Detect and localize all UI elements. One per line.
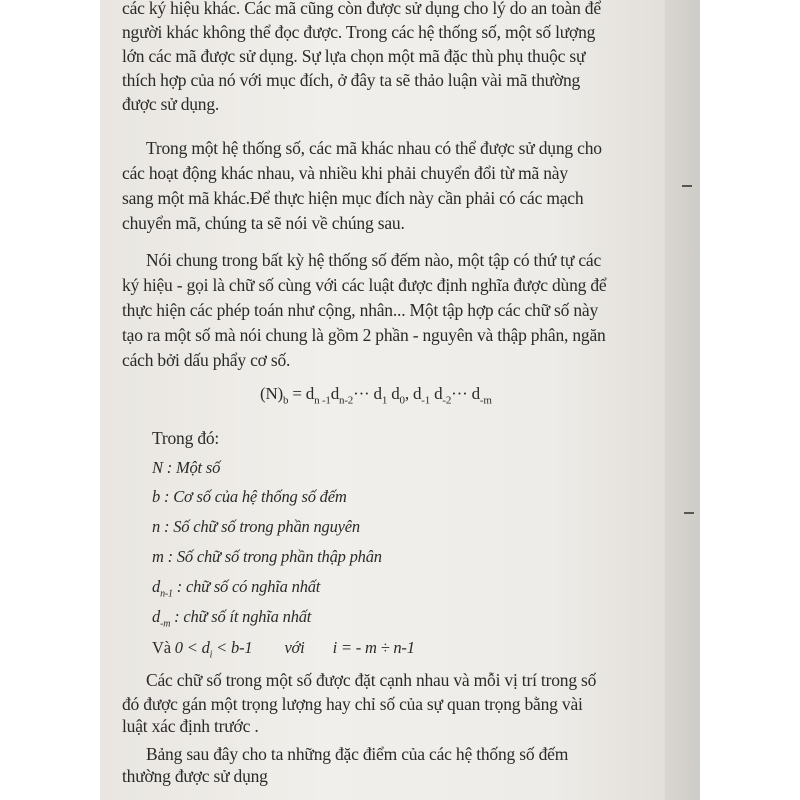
definition-b: b : Cơ số của hệ thống số đếm bbox=[152, 487, 347, 506]
text-line: chuyển mã, chúng ta sẽ nói về chúng sau. bbox=[122, 213, 405, 233]
definition-n: n : Số chữ số trong phần nguyên bbox=[152, 517, 360, 536]
text-line: Nói chung trong bất kỳ hệ thống số đếm nào, một tập có thứ tự các bbox=[146, 250, 602, 270]
condition-line: Và $0 < d_i < b-1$ với i = - m ÷ n-1 bbox=[152, 638, 415, 661]
page-nick bbox=[682, 185, 692, 187]
text-line: tạo ra một số mà nói chung là gồm 2 phần - nguyên và thập phân, ngăn bbox=[122, 325, 606, 345]
text-line: đó được gán một trọng lượng hay chỉ số của sự quan trọng bằng vài bbox=[122, 694, 583, 714]
text-line: các ký hiệu khác. Các mã cũng còn được sử dụng cho lý do an toàn để bbox=[122, 0, 601, 18]
page-edge bbox=[665, 0, 700, 800]
definition-dm: $d_{-m}$ : chữ số ít nghĩa nhất bbox=[152, 607, 312, 630]
text-line: ký hiệu - gọi là chữ số cùng với các luật được định nghĩa được dùng để bbox=[122, 275, 607, 295]
text-line: Các chữ số trong một số được đặt cạnh nhau và mỗi vị trí trong số bbox=[146, 670, 597, 690]
number-formula: $(N)_b = d_{n -1}d_{n-2}\cdot\cdot\cdot d_1$ $d_0$, $d_{-1}$ $d_{-2}\cdot\cdot\cdot d_{-m}$ bbox=[260, 384, 492, 407]
text-line: lớn các mã được sử dụng. Sự lựa chọn một mã đặc thù phụ thuộc sự bbox=[122, 46, 586, 66]
text-line: người khác không thể đọc được. Trong các hệ thống số, một số lượng bbox=[122, 22, 596, 42]
text-line: các hoạt động khác nhau, và nhiều khi phải chuyển đổi từ mã này bbox=[122, 163, 568, 183]
definition-n-upper: N : Một số bbox=[152, 458, 221, 477]
where-label: Trong đó: bbox=[152, 428, 220, 448]
text-line: sang một mã khác.Để thực hiện mục đích này cần phải có các mạch bbox=[122, 188, 584, 208]
book-page bbox=[100, 0, 665, 800]
text-line: được sử dụng. bbox=[122, 94, 220, 114]
text-line: thực hiện các phép toán như cộng, nhân... Một tập hợp các chữ số này bbox=[122, 300, 599, 320]
text-line: luật xác định trước . bbox=[122, 716, 259, 736]
definition-dn1: $d_{n-1}$ : chữ số có nghĩa nhất bbox=[152, 577, 321, 600]
text-line: Bảng sau đây cho ta những đặc điểm của các hệ thống số đếm bbox=[146, 744, 569, 764]
page-nick bbox=[684, 512, 694, 514]
text-line: thích hợp của nó với mục đích, ở đây ta sẽ thảo luận vài mã thường bbox=[122, 70, 581, 90]
text-line: Trong một hệ thống số, các mã khác nhau có thể được sử dụng cho bbox=[146, 138, 602, 158]
definition-m: m : Số chữ số trong phần thập phân bbox=[152, 547, 382, 566]
text-line: thường được sử dụng bbox=[122, 766, 268, 786]
text-line: cách bởi dấu phẩy cơ số. bbox=[122, 350, 291, 370]
